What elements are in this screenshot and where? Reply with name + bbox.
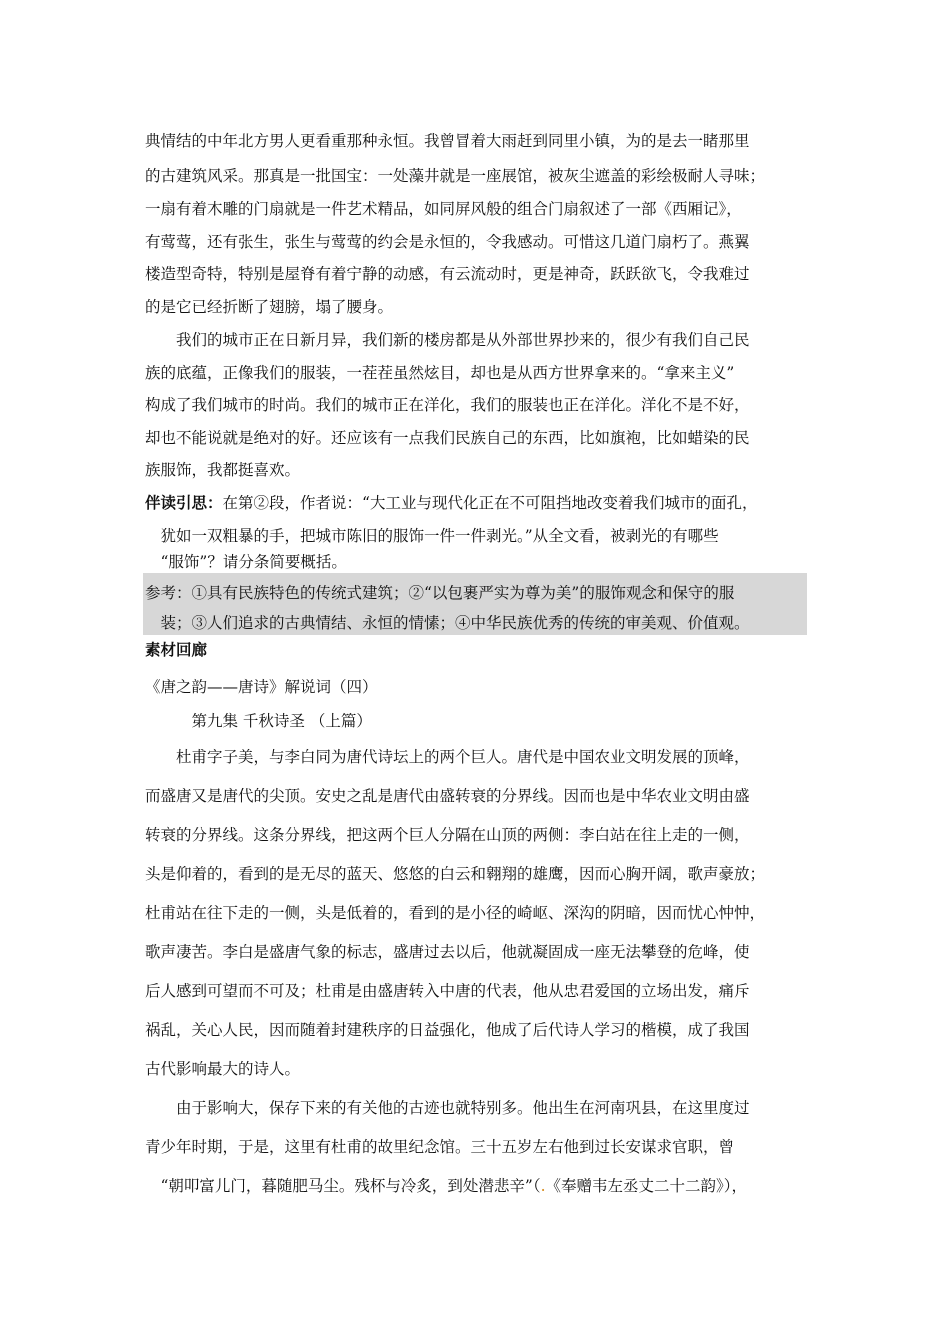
answer-line: 参考：①具有民族特色的传统式建筑；②“以包裹严实为尊为美”的服饰观念和保守的服 bbox=[145, 584, 735, 602]
question-line: 犹如一双粗暴的手，把城市陈旧的服饰一件一件剥光。”从全文看，被剥光的有哪些 bbox=[145, 527, 719, 545]
text-line: 由于影响大，保存下来的有关他的古迹也就特别多。他出生在河南巩县，在这里度过 bbox=[145, 1099, 750, 1117]
text-line: 楼造型奇特，特别是屋脊有着宁静的动感，有云流动时，更是神奇，跃跃欲飞，令我难过 bbox=[145, 265, 750, 283]
question-line: “服饰”？请分条简要概括。 bbox=[145, 553, 347, 571]
quote-text: “朝叩富儿门，暮随肥马尘。残杯与冷炙，到处潜悲辛”（ bbox=[145, 1177, 541, 1195]
text-line: 一扇有着木雕的门扇就是一件艺术精品，如同屏风般的组合门扇叙述了一部《西厢记》， bbox=[145, 200, 742, 218]
text-line: 族服饰，我都挺喜欢。 bbox=[145, 461, 301, 479]
text-line: 杜甫字子美，与李白同为唐代诗坛上的两个巨人。唐代是中国农业文明发展的顶峰， bbox=[145, 748, 750, 766]
text-line bbox=[145, 1176, 815, 1196]
question-label: 伴读引思： bbox=[145, 493, 223, 512]
text-line: 杜甫站在往下走的一侧，头是低着的，看到的是小径的崎岖、深沟的阴暗，因而忧心忡忡， bbox=[145, 904, 766, 922]
text-line: 头是仰着的，看到的是无尽的蓝天、悠悠的白云和翱翔的雄鹰，因而心胸开阔，歌声豪放； bbox=[145, 865, 766, 883]
text-line: 我们的城市正在日新月异，我们新的楼房都是从外部世界抄来的，很少有我们自己民 bbox=[145, 331, 750, 349]
text-line: 转衰的分界线。这条分界线，把这两个巨人分隔在山顶的两侧：李白站在往上走的一侧， bbox=[145, 826, 750, 844]
text-line: 的古建筑风采。那真是一批国宝：一处藻井就是一座展馆，被灰尘遮盖的彩绘极耐人寻味； bbox=[145, 167, 766, 185]
text-line: 后人感到可望而不可及；杜甫是由盛唐转入中唐的代表，他从忠君爱国的立场出发，痛斥 bbox=[145, 982, 750, 1000]
section-title: 《唐之韵——唐诗》解说词（四） bbox=[145, 678, 378, 696]
episode-title: 第九集 千秋诗圣 （上篇） bbox=[145, 712, 372, 730]
text-line: 族的底蕴，正像我们的服装，一茬茬虽然炫目，却也是从西方世界拿来的。“拿来主义” bbox=[145, 364, 735, 382]
marker-dot: . bbox=[540, 1177, 546, 1195]
citation-text: 《奉赠韦左丞丈二十二韵》）， bbox=[545, 1177, 748, 1195]
text-line: 的是它已经折断了翅膀，塌了腰身。 bbox=[145, 298, 394, 316]
text-line: 有莺莺，还有张生，张生与莺莺的约会是永恒的，令我感动。可惜这几道门扇朽了。燕翼 bbox=[145, 233, 750, 251]
text-line: 祸乱，关心人民，因而随着封建秩序的日益强化，他成了后代诗人学习的楷模，成了我国 bbox=[145, 1021, 750, 1039]
text-line: 古代影响最大的诗人。 bbox=[145, 1060, 301, 1078]
question-text: 在第②段，作者说：“大工业与现代化正在不可阻挡地改变着我们城市的面孔， bbox=[222, 494, 758, 512]
text-line: 歌声凄苦。李白是盛唐气象的标志，盛唐过去以后，他就凝固成一座无法攀登的危峰，使 bbox=[145, 943, 750, 961]
text-line: 构成了我们城市的时尚。我们的城市正在洋化，我们的服装也正在洋化。洋化不是不好， bbox=[145, 396, 750, 414]
text-line: 典情结的中年北方男人更看重那种永恒。我曾冒着大雨赶到同里小镇，为的是去一睹那里 bbox=[145, 132, 750, 150]
question-line bbox=[145, 493, 815, 513]
text-line: 青少年时期，于是，这里有杜甫的故里纪念馆。三十五岁左右他到过长安谋求官职，曾 bbox=[145, 1138, 735, 1156]
answer-line: 装；③人们追求的古典情结、永恒的情愫；④中华民族优秀的传统的审美观、价值观。 bbox=[145, 614, 750, 632]
text-line: 却也不能说就是绝对的好。还应该有一点我们民族自己的东西，比如旗袍，比如蜡染的民 bbox=[145, 429, 750, 447]
text-line: 而盛唐又是唐代的尖顶。安史之乱是唐代由盛转衰的分界线。因而也是中华农业文明由盛 bbox=[145, 787, 750, 805]
section-heading: 素材回廊 bbox=[145, 640, 208, 659]
